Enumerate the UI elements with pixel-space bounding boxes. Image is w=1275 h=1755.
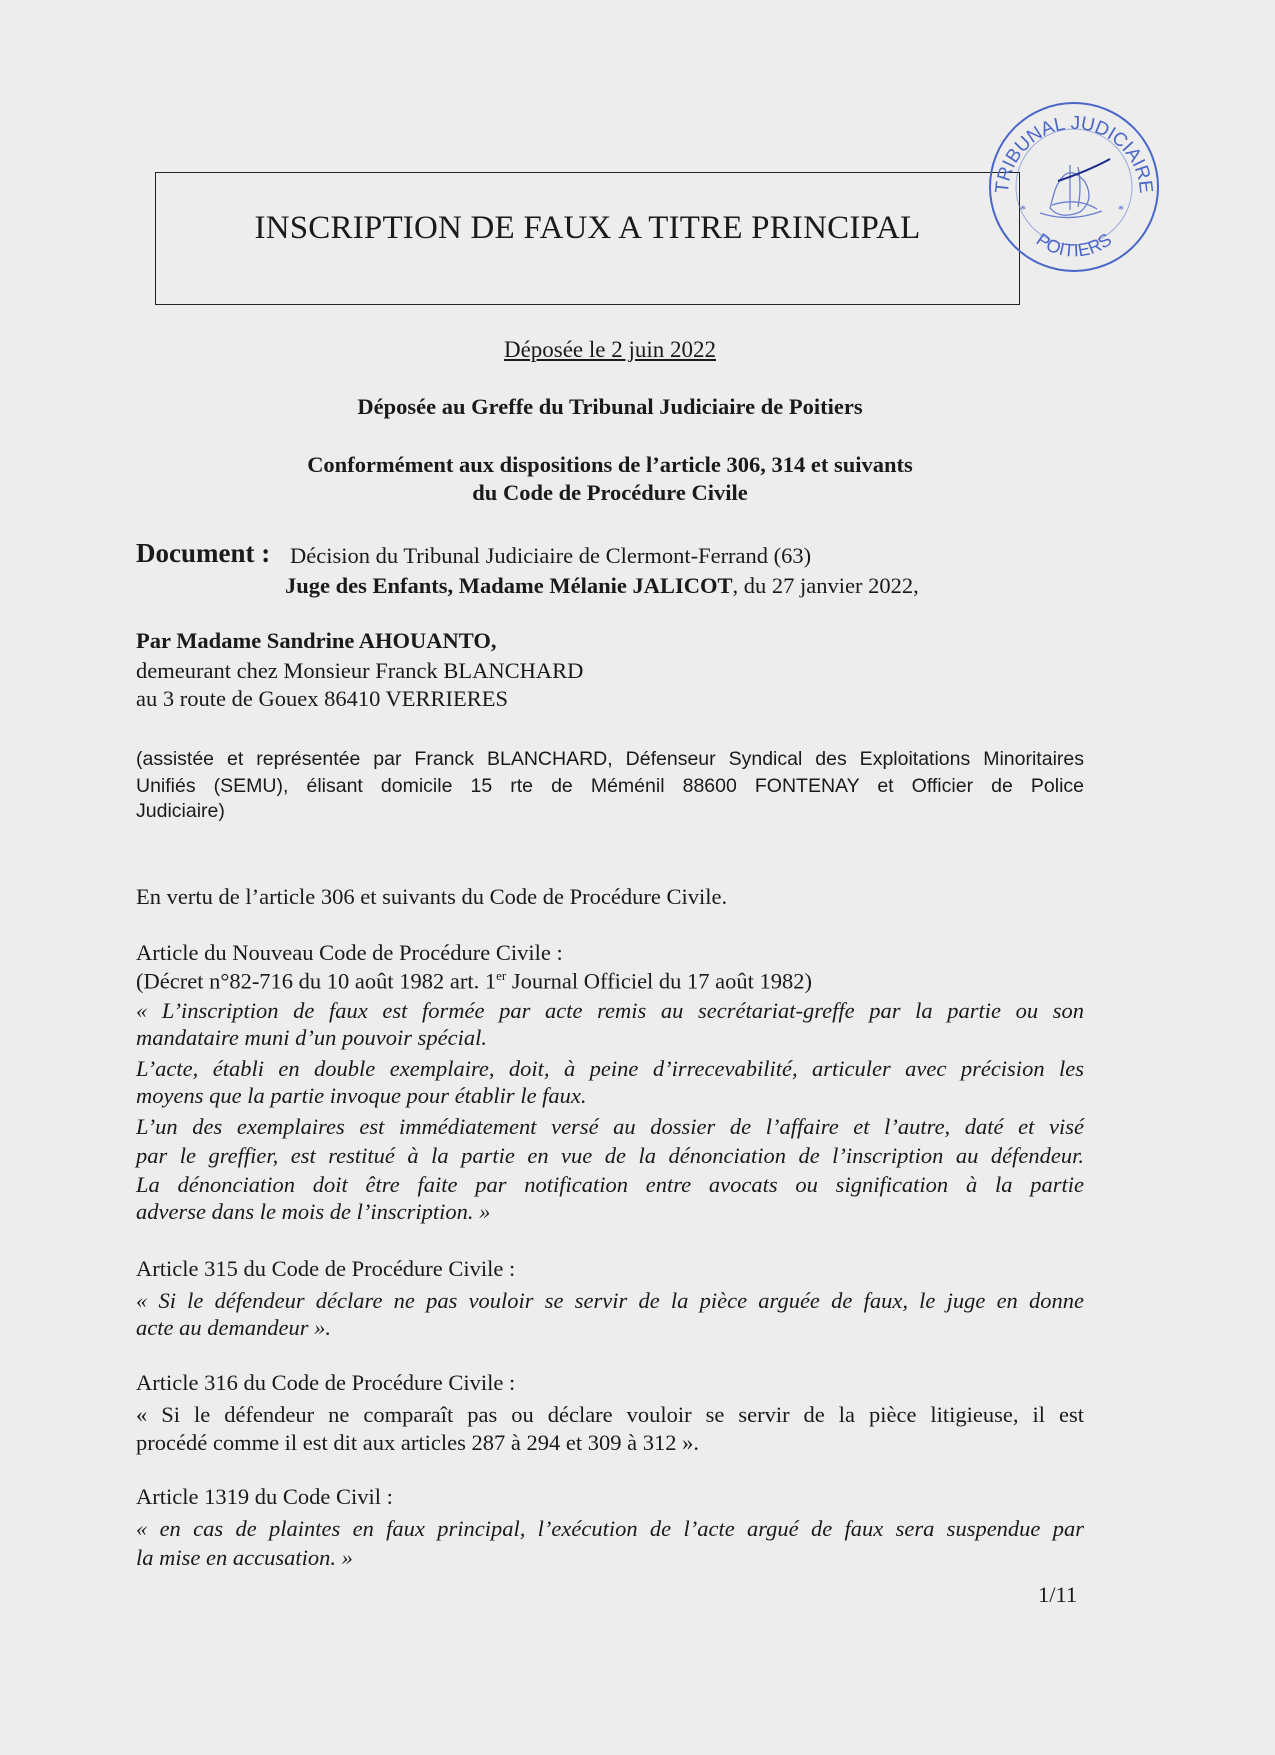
quote1-line-3: L’acte, établi en double exemplaire, doit, à peine d’irrecevabilité, articuler avec précision les <box>136 1056 1084 1081</box>
art316-title: Article 316 du Code de Procédure Civile : <box>136 1370 516 1395</box>
party-address-1: demeurant chez Monsieur Franck BLANCHARD <box>136 658 584 683</box>
art315-line-2: acte au demandeur ». <box>136 1315 331 1340</box>
quote1-line-4: moyens que la partie invoque pour établir le faux. <box>136 1083 587 1108</box>
quote1-line-8: adverse dans le mois de l’inscription. » <box>136 1199 491 1224</box>
stamp-text-bottom: POITIERS <box>1032 229 1116 261</box>
art315-line-1: « Si le défendeur déclare ne pas vouloir se servir de la pièce arguée de faux, le juge en donne <box>136 1288 1084 1313</box>
document-line-2 <box>285 573 919 599</box>
judge-date: , du 27 janvier 2022, <box>732 573 919 598</box>
deposit-date: Déposée le 2 juin 2022 <box>503 337 717 362</box>
art315-title: Article 315 du Code de Procédure Civile : <box>136 1256 516 1281</box>
court-stamp <box>980 95 1165 280</box>
art316-line-2: procédé comme il est dit aux articles 287 à 294 et 309 à 312 ». <box>136 1430 699 1455</box>
art1319-line-2: la mise en accusation. » <box>136 1545 353 1570</box>
quote1-line-1: « L’inscription de faux est formée par acte remis au secrétariat-greffe par la partie ou son <box>136 998 1084 1023</box>
conformity-line-2: du Code de Procédure Civile <box>472 480 748 505</box>
representation-line-2: Unifiés (SEMU), élisant domicile 15 rte de Méménil 88600 FONTENAY et Officier de Police <box>136 775 1084 797</box>
document-title: INSCRIPTION DE FAUX A TITRE PRINCIPAL <box>254 210 921 246</box>
art1319-title: Article 1319 du Code Civil : <box>136 1484 393 1509</box>
art316-line-1: « Si le défendeur ne comparaît pas ou déclare vouloir se servir de la pièce litigieuse, il est <box>136 1402 1084 1427</box>
judge-name: Juge des Enfants, Madame Mélanie JALICOT <box>285 573 733 598</box>
stamp-emblem <box>1040 165 1102 218</box>
party-address-2: au 3 route de Gouex 86410 VERRIERES <box>136 686 509 711</box>
quote1-line-6: par le greffier, est restitué à la partie en vue de la dénonciation de l’inscription au défendeur. <box>136 1143 1084 1168</box>
decret-line: (Décret n°82-716 du 10 août 1982 art. 1er Journal Officiel du 17 août 1982) <box>136 968 813 994</box>
art1319-line-1: « en cas de plaintes en faux principal, l’exécution de l’acte argué de faux sera suspendue par <box>136 1516 1084 1541</box>
page-number: 1/11 <box>1038 1582 1078 1607</box>
quote1-line-5: L’un des exemplaires est immédiatement versé au dossier de l’affaire et l’autre, daté et visé <box>136 1114 1084 1139</box>
greffe-line: Déposée au Greffe du Tribunal Judiciaire de Poitiers <box>357 394 863 419</box>
conformity-line-1: Conformément aux dispositions de l’article 306, 314 et suivants <box>307 452 913 477</box>
intro-line: En vertu de l’article 306 et suivants du Code de Procédure Civile. <box>136 884 728 909</box>
signature-stroke <box>1058 159 1110 181</box>
svg-text:*: * <box>1118 202 1124 216</box>
svg-text:*: * <box>1020 202 1026 216</box>
stamp-text-top: TRIBUNAL JUDICIAIRE <box>991 112 1157 195</box>
representation-line-1: (assistée et représentée par Franck BLANCHARD, Défenseur Syndical des Exploitations Minoritaires <box>136 748 1084 770</box>
ncpc-article-title: Article du Nouveau Code de Procédure Civile : <box>136 940 563 965</box>
quote1-line-7: La dénonciation doit être faite par notification entre avocats ou signification à la partie <box>136 1172 1084 1197</box>
document-label: Document : <box>136 538 271 568</box>
document-line-1: Décision du Tribunal Judiciaire de Clermont-Ferrand (63) <box>290 543 812 568</box>
representation-line-3: Judiciaire) <box>136 800 225 822</box>
party-name: Par Madame Sandrine AHOUANTO, <box>136 628 497 653</box>
quote1-line-2: mandataire muni d’un pouvoir spécial. <box>136 1025 488 1050</box>
